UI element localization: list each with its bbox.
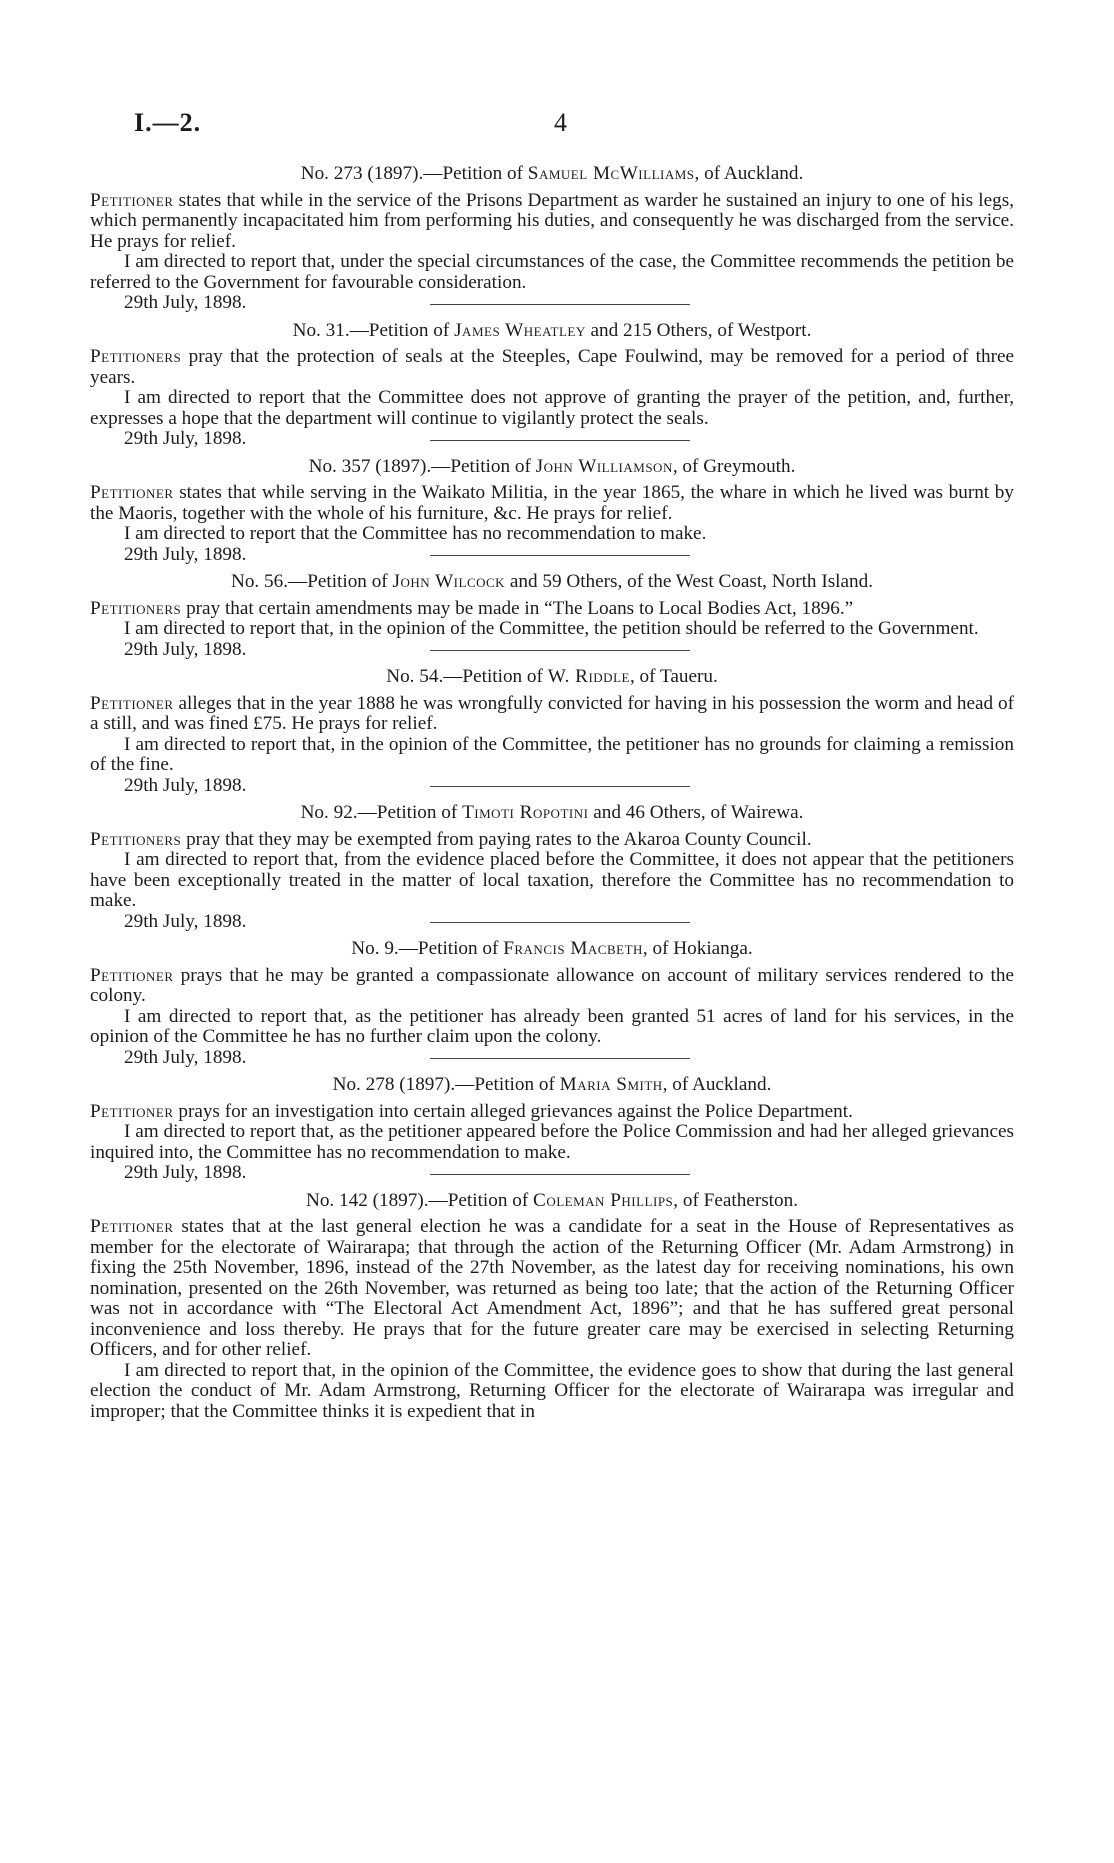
petitioner-name: Coleman Phillips	[533, 1189, 674, 1211]
committee-report: I am directed to report that, from the evidence placed before the Committee, it does not appear that the petitioners have been exceptionally treated in the matter of local taxation, therefore the Committee has no recommendation to make.	[90, 849, 1014, 911]
committee-report: I am directed to report that, under the special circumstances of the case, the Committee recommends the petition be referred to the Government for favourable consideration.	[90, 251, 1014, 293]
petition-title: No. 278 (1897).—Petition of Maria Smith, of Auckland.	[332, 1074, 772, 1095]
petition-statement: Petitioner states that at the last general election he was a candidate for a seat in the House of Representatives as member for the electorate of Wairarapa; that through the action of the Returning Officer (Mr. Adam Armstrong) in fixing the 25th November, 1896, instead of the 27th November, as the latest day for receiving nominations, his own nomination, presented on the 26th November, was returned as being too late; that the action of the Returning Officer was not in accordance with “The Electoral Act Amendment Act, 1896”; and that he has suffered great personal inconvenience and loss thereby. He prays that for the future greater care may be exercised in selecting Returning Officers, and for other relief.	[90, 1216, 1014, 1360]
committee-report: I am directed to report that, as the petitioner appeared before the Police Commission and had her alleged grievances inquired into, the Committee has no recommendation to make.	[90, 1121, 1014, 1163]
committee-report: I am directed to report that, in the opinion of the Committee, the evidence goes to show that during the last general election the conduct of Mr. Adam Armstrong, Returning Officer for the electorate of Wairarapa was irregular and improper; that the Committee thinks it is expedient that in	[90, 1359, 1014, 1422]
petition-statement: Petitioner prays that he may be granted a compassionate allowance on account of military services rendered to the colony.	[90, 964, 1014, 1006]
petition-statement: Petitioners pray that they may be exempted from paying rates to the Akaroa County Council.	[90, 828, 812, 850]
petition-title: No. 56.—Petition of John Wilcock and 59 Others, of the West Coast, North Island.	[230, 571, 874, 592]
report-date: 29th July, 1898.	[124, 638, 247, 660]
committee-report: I am directed to report that, in the opinion of the Committee, the petitioner has no grounds for claiming a remission of the fine.	[90, 733, 1014, 775]
report-date: 29th July, 1898.	[124, 774, 247, 796]
petition-title: No. 273 (1897).—Petition of Samuel McWilliams, of Auckland.	[300, 163, 804, 184]
section-divider	[430, 555, 690, 556]
committee-report: I am directed to report that, as the petitioner has already been granted 51 acres of land for his services, in the opinion of the Committee he has no further claim upon the colony.	[90, 1005, 1014, 1047]
petition-statement: Petitioners pray that the protection of seals at the Steeples, Cape Foulwind, may be removed for a period of three years.	[90, 346, 1014, 388]
petitioner-name: Samuel McWilliams	[527, 163, 695, 184]
paper-reference: I.—2.	[134, 108, 202, 137]
petition-92	[90, 802, 1014, 932]
petition-142	[90, 1191, 1014, 1423]
petitioner-name: Timoti Ropotini	[462, 802, 589, 823]
petition-title: No. 31.—Petition of James Wheatley and 215 Others, of Westport.	[292, 319, 812, 341]
petitioner-name: Francis Macbeth	[503, 938, 643, 959]
section-divider	[430, 650, 690, 651]
report-date: 29th July, 1898.	[124, 292, 247, 313]
petition-357	[90, 455, 1014, 565]
petition-title: No. 9.—Petition of Francis Macbeth, of Hokianga.	[351, 938, 753, 959]
petition-title: No. 357 (1897).—Petition of John Williamson, of Greymouth.	[308, 455, 796, 477]
page-header	[134, 108, 1014, 148]
petition-54	[90, 666, 1014, 796]
report-date: 29th July, 1898.	[124, 1162, 247, 1183]
section-divider	[430, 786, 690, 787]
page-number: 4	[554, 108, 567, 137]
petitioner-name: John Williamson	[535, 455, 673, 477]
petition-statement: Petitioner alleges that in the year 1888 he was wrongfully convicted for having in his possession the worm and head of a still, and was fined £75. He prays for relief.	[90, 692, 1014, 734]
petition-9	[90, 938, 1014, 1068]
report-date: 29th July, 1898.	[124, 910, 247, 932]
petitions-list	[90, 164, 1014, 1422]
petition-56	[90, 571, 1014, 660]
petition-statement: Petitioners pray that certain amendments may be made in “The Loans to Local Bodies Act, 1896.”	[90, 597, 854, 619]
committee-report: I am directed to report that the Committee does not approve of granting the prayer of the petition, and, further, expresses a hope that the department will continue to vigilantly protect the seals.	[90, 387, 1014, 429]
section-divider	[430, 1058, 690, 1059]
petition-31	[90, 319, 1014, 449]
petitioner-name: James Wheatley	[454, 319, 586, 341]
section-divider	[430, 440, 690, 441]
report-date: 29th July, 1898.	[124, 428, 247, 449]
committee-report: I am directed to report that, in the opinion of the Committee, the petition should be referred to the Government.	[124, 618, 979, 639]
petition-title: No. 142 (1897).—Petition of Coleman Phillips, of Featherston.	[305, 1189, 798, 1211]
petition-title: No. 92.—Petition of Timoti Ropotini and 46 Others, of Wairewa.	[300, 802, 804, 823]
petition-statement: Petitioner prays for an investigation into certain alleged grievances against the Police Department.	[90, 1100, 853, 1122]
petition-273	[90, 163, 1014, 313]
section-divider	[430, 922, 690, 923]
petition-278	[90, 1074, 1014, 1183]
committee-report: I am directed to report that the Committee has no recommendation to make.	[124, 523, 707, 544]
petitioner-name: John Wilcock	[392, 571, 506, 592]
petitioner-name: W. Riddle	[547, 666, 630, 687]
section-divider	[430, 1174, 690, 1175]
section-divider	[430, 304, 690, 305]
petitioner-name: Maria Smith	[559, 1074, 663, 1095]
petition-title: No. 54.—Petition of W. Riddle, of Taueru.	[386, 666, 718, 687]
report-date: 29th July, 1898.	[124, 1046, 247, 1068]
petition-statement: Petitioner states that while serving in the Waikato Militia, in the year 1865, the whare in which he lived was burnt by the Maoris, together with the whole of his furniture, &c. He prays for relief.	[90, 482, 1014, 524]
report-date: 29th July, 1898.	[124, 543, 247, 565]
petition-statement: Petitioner states that while in the service of the Prisons Department as warder he sustained an injury to one of his legs, which permanently incapacitated him from performing his duties, and consequently he was discharged from the service. He prays for relief.	[90, 189, 1014, 252]
